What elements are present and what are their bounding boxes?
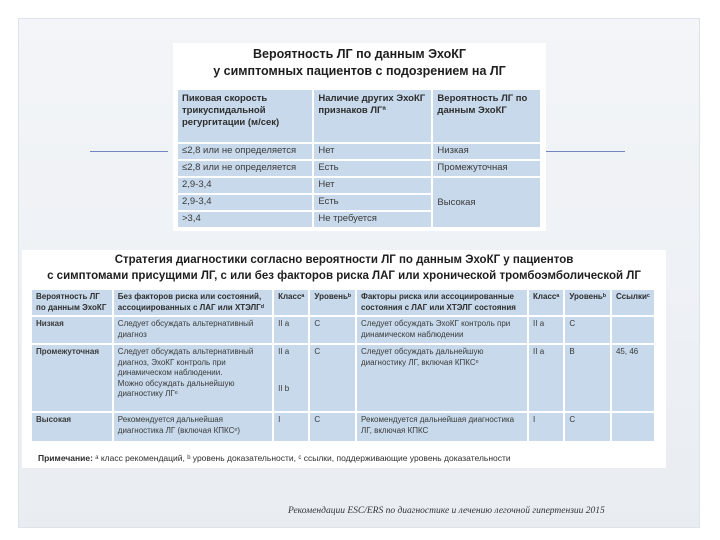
cell-refs [612, 317, 654, 343]
cell-class: I [274, 413, 308, 441]
cell-velocity: ≤2,8 или не определяется [178, 161, 312, 176]
cell-risk: Следует обсуждать дальнейшую диагностику ЛГ, включая КПКСᵉ [357, 345, 527, 411]
probability-table [176, 88, 542, 229]
strategy-table-title [22, 250, 666, 288]
table-header-row [178, 90, 540, 142]
cell-class [274, 345, 308, 411]
header-refs: Ссылкиᶜ [612, 290, 654, 315]
title-line-1: Вероятность ЛГ по данным ЭхоКГ [252, 47, 466, 61]
strategy-table [30, 288, 656, 443]
cell-signs: Есть [314, 195, 431, 210]
cell-class-value: II a [278, 347, 290, 356]
header-level: Уровеньᵇ [310, 290, 355, 315]
source-citation: Рекомендации ESC/ERS по диагностике и лечению легочной гипертензии 2015 [288, 506, 605, 516]
cell-no-risk: Рекомендуется дальнейшая диагностика ЛГ (включая КПКСᵉ) [114, 413, 272, 441]
header-class: Классᵃ [274, 290, 308, 315]
decorative-rule-right [545, 151, 625, 152]
header-class: Классᵃ [529, 290, 563, 315]
header-probability: Вероятность ЛГ по данным ЭхоКГ [32, 290, 112, 315]
cell-probability-high: Высокая [433, 178, 540, 227]
cell-no-risk: Следует обсуждать альтернативный диагноз [114, 317, 272, 343]
header-no-risk: Без факторов риска или состояний, ассоциированных с ЛАГ или ХТЭЛГᵈ [114, 290, 272, 315]
cell-signs: Нет [314, 178, 431, 193]
cell-refs [612, 413, 654, 441]
table-row [178, 161, 540, 176]
table-row [32, 413, 654, 441]
cell-refs: 45, 46 [612, 345, 654, 411]
header-signs: Наличие других ЭхоКГ признаков ЛГª [314, 90, 431, 142]
title-line-2: у симптомных пациентов с подозрением на ЛГ [213, 64, 506, 78]
table-row [178, 178, 540, 193]
title-line-2: с симптомами присущими ЛГ, с или без факторов риска ЛАГ или хронической тромбоэмболической ЛГ [47, 270, 641, 282]
cell-probability: Промежуточная [32, 345, 112, 411]
cell-level: C [310, 345, 355, 411]
strategy-table-card [22, 250, 666, 468]
cell-probability: Низкая [433, 144, 540, 159]
cell-velocity: 2,9-3,4 [178, 195, 312, 210]
table-note [38, 453, 511, 463]
title-line-1: Стратегия диагностики согласно вероятности ЛГ по данным ЭхоКГ у пациентов [114, 254, 574, 266]
header-risk: Факторы риска или ассоциированные состояния с ЛАГ или ХТЭЛГ состояния [357, 290, 527, 315]
cell-class: II a [529, 345, 563, 411]
cell-level: B [565, 345, 610, 411]
cell-signs: Есть [314, 161, 431, 176]
cell-class-extra: II b [278, 383, 290, 393]
cell-class: I [529, 413, 563, 441]
cell-probability: Низкая [32, 317, 112, 343]
cell-velocity: >3,4 [178, 212, 312, 227]
cell-velocity: ≤2,8 или не определяется [178, 144, 312, 159]
cell-signs: Не требуется [314, 212, 431, 227]
cell-risk: Рекомендуется дальнейшая диагностика ЛГ, включая КПКС [357, 413, 527, 441]
probability-table-title [173, 43, 546, 88]
cell-no-risk-text: Следует обсуждать альтернативный диагноз, ЭхоКГ контроль при динамическом наблюдении. [117, 347, 254, 377]
table-row [32, 317, 654, 343]
note-label: Примечание: [38, 453, 93, 463]
cell-no-risk-extra: Можно обсуждать дальнейшую диагностику ЛГᵉ [117, 378, 235, 398]
table-header-row [32, 290, 654, 315]
table-row [32, 345, 654, 411]
cell-class: II a [529, 317, 563, 343]
header-velocity: Пиковая скорость трикуспидальной регургитации (м/сек) [178, 90, 312, 142]
cell-level: C [310, 317, 355, 343]
decorative-rule-left [90, 151, 168, 152]
header-level: Уровеньᵇ [565, 290, 610, 315]
note-text: ᵃ класс рекомендаций, ᵇ уровень доказательности, ᶜ ссылки, поддерживающие уровень доказательности [95, 453, 511, 463]
cell-level: C [310, 413, 355, 441]
cell-risk: Следует обсуждать ЭхоКГ контроль при динамическом наблюдении [357, 317, 527, 343]
table-row [178, 144, 540, 159]
cell-velocity: 2,9-3,4 [178, 178, 312, 193]
cell-signs: Нет [314, 144, 431, 159]
cell-level: C [565, 317, 610, 343]
probability-table-card [173, 43, 546, 231]
cell-class: II a [274, 317, 308, 343]
cell-probability: Высокая [32, 413, 112, 441]
cell-probability: Промежуточная [433, 161, 540, 176]
cell-level: C [565, 413, 610, 441]
cell-no-risk [114, 345, 272, 411]
header-probability: Вероятность ЛГ по данным ЭхоКГ [433, 90, 540, 142]
